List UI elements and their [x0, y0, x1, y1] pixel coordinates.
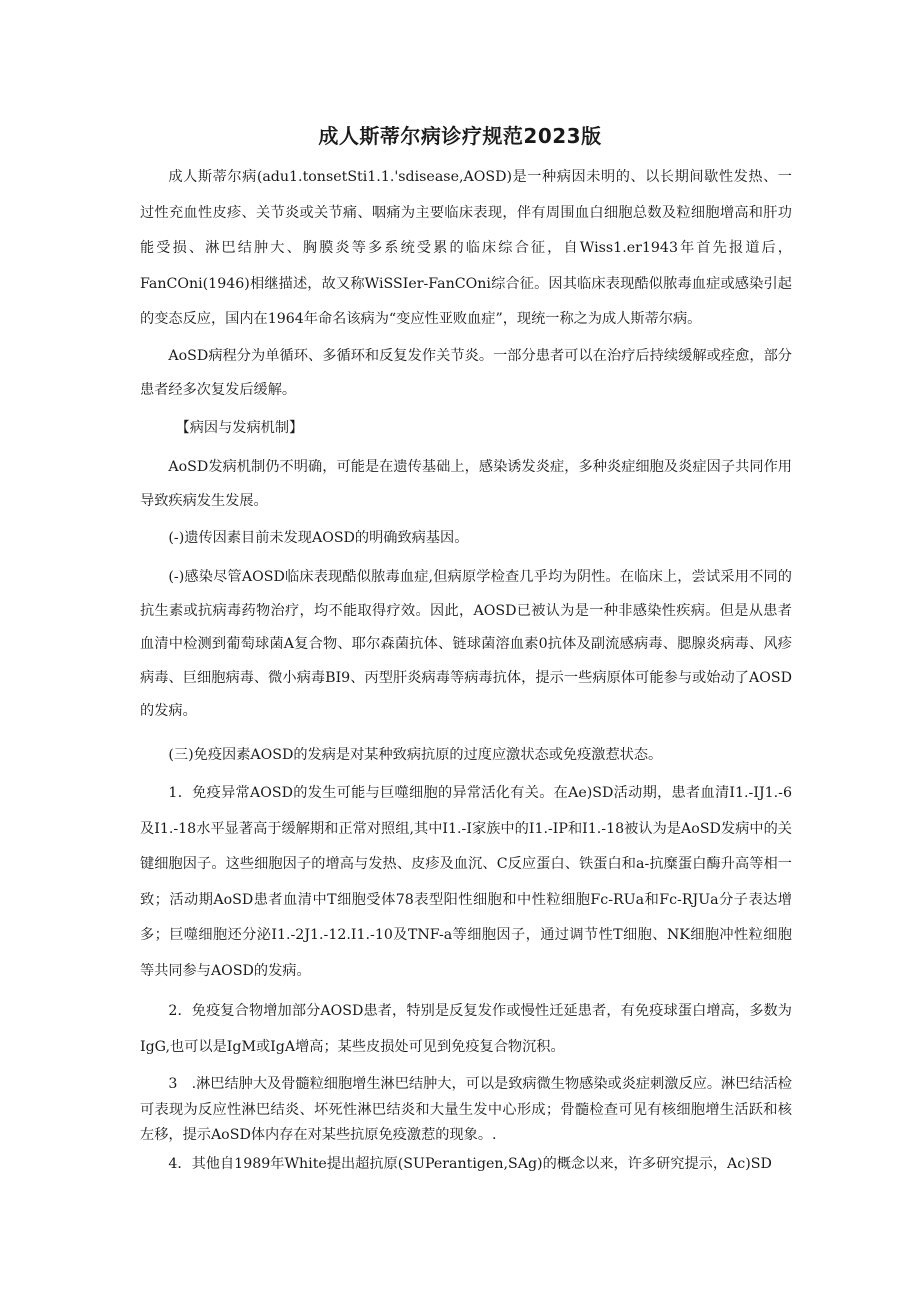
immune-abnormality-paragraph: 1．免疫异常AOSD的发生可能与巨噬细胞的异常活化有关。在Ae)SD活动期，患者血清I1.-IJ1.-6及I1.-18水平显著高于缓解期和正常对照组,其中I1.-I家族中的I1.-IP和I1.-18被认为是AoSD发病中的关键细胞因子。这些细胞因子的增高与发热、皮疹及血沉、C反应蛋白、铁蛋白和a-抗糜蛋白酶升高等相一致；活动期AoSD患者血清中T细胞受体78表型阳性细胞和中性粒细胞Fc-RUa和Fc-RJUa分子表达增多；巨噬细胞还分泌I1.-2J1.-12.I1.-10及TNF-a等细胞因子，通过调节性T细胞、NK细胞冲性粒细胞等共同参与AOSD的发病。	[140, 785, 792, 979]
disease-course-paragraph: AoSD病程分为单循环、多循环和反复发作关节炎。一部分患者可以在治疗后持续缓解或痊愈，部分患者经多次复发后缓解。	[140, 348, 792, 398]
pathogenesis-paragraph: AoSD发病机制仍不明确，可能是在遗传基础上，感染诱发炎症，多种炎症细胞及炎症因子共同作用导致疾病发生发展。	[140, 459, 792, 509]
immune-complex-paragraph: 2．免疫复合物增加部分AOSD患者，特别是反复发作或慢性迁延患者，有免疫球蛋白增高，多数为IgG,也可以是IgM或IgA增高；某些皮损处可见到免疫复合物沉积。	[140, 1003, 792, 1055]
document-title: 成人斯蒂尔病诊疗规范2023版	[318, 124, 602, 148]
immune-factors-paragraph: (三)免疫因素AOSD的发病是对某种致病抗原的过度应激状态或免疫激惹状态。	[168, 747, 663, 763]
section-heading-etiology: 【病因与发病机制】	[175, 420, 304, 436]
lymph-node-paragraph: 3 .淋巴结肿大及骨髓粒细胞增生淋巴结肿大，可以是致病微生物感染或炎症刺激反应。淋巴结活检可表现为反应性淋巴结炎、坏死性淋巴结炎和大量生发中心形成；骨髓检查可见有核细胞增生活跃和核左移，提示AoSD体内存在对某些抗原免疫激惹的现象。.	[140, 1076, 792, 1143]
genetic-factors-paragraph: (-)遗传因素目前未发现AOSD的明确致病基因。	[168, 530, 469, 546]
other-factors-paragraph: 4．其他自1989年White提出超抗原(SUPerantigen,SAg)的概念以来，许多研究提示，Ac)SD	[168, 1156, 772, 1172]
infection-factors-paragraph: (-)感染尽管AOSD临床表现酷似脓毒血症,但病原学检查几乎均为阴性。在临床上，尝试采用不同的抗生素或抗病毒药物治疗，均不能取得疗效。因此，AOSD已被认为是一种非感染性疾病。但是从患者血清中检测到葡萄球菌A复合物、耶尔森菌抗体、链球菌溶血素0抗体及副流感病毒、腮腺炎病毒、风疹病毒、巨细胞病毒、微小病毒BI9、丙型肝炎病毒等病毒抗体，提示一些病原体可能参与或始动了AOSD的发病。	[140, 569, 792, 719]
intro-paragraph: 成人斯蒂尔病(adu1.tonsetSti1.1.'sdisease,AOSD)是一种病因未明的、以长期间歇性发热、一过性充血性皮疹、关节炎或关节痛、咽痛为主要临床表现，伴有周围血白细胞总数及粒细胞增高和肝功能受损、淋巴结肿大、胸膜炎等多系统受累的临床综合征，自Wiss1.er1943年首先报道后，FanCOni(1946)相继描述，故又称WiSSIer-FanCOni综合征。因其临床表现酷似脓毒血症或感染引起的变态反应，国内在1964年命名该病为“变应性亚败血症”，现统一称之为成人斯蒂尔病。	[140, 169, 792, 328]
